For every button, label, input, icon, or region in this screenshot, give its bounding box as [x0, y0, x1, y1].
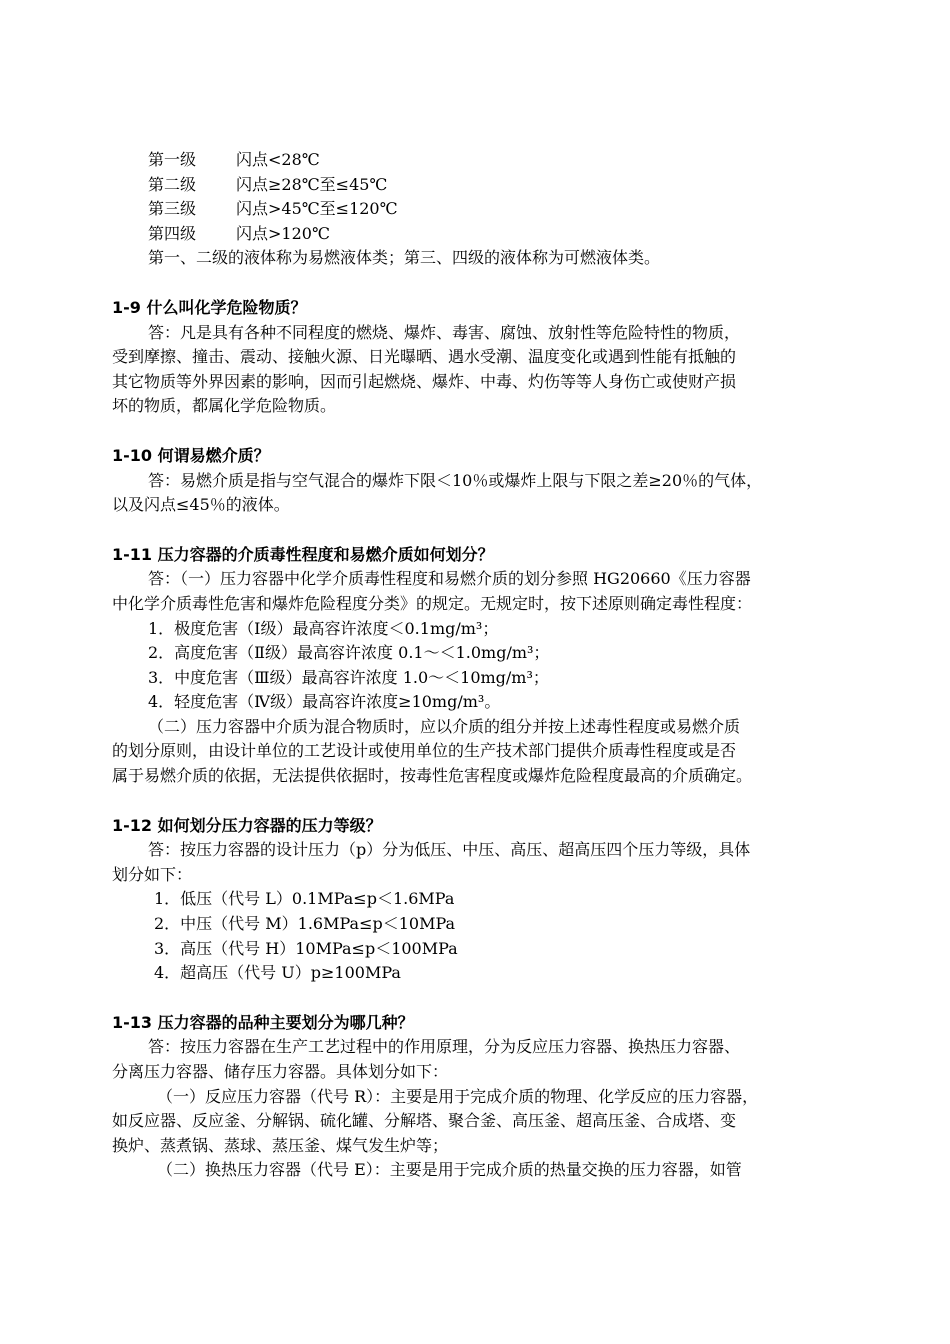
flash-summary: 第一、二级的液体称为易燃液体类；第三、四级的液体称为可燃液体类。 [148, 248, 661, 268]
answer-line: （二）压力容器中介质为混合物质时，应以介质的组分并按上述毒性程度或易燃介质 [148, 716, 741, 736]
pressure-item: 1．低压（代号 L）0.1MPa≤p＜1.6MPa [154, 889, 455, 909]
flash-point-levels [112, 148, 882, 271]
answer-line: 如反应器、反应釜、分解锅、硫化罐、分解塔、聚合釜、高压釜、超高压釜、合成塔、变 [112, 1111, 737, 1131]
answer-line: 属于易燃介质的依据，无法提供依据时，按毒性危害程度或爆炸危险程度最高的介质确定。 [112, 766, 753, 786]
toxicity-item: 3．中度危害（Ⅲ级）最高容许浓度 1.0～＜10mg/m³； [148, 667, 549, 687]
answer-line: 以及闪点≤45％的液体。 [112, 495, 290, 515]
answer-line: 中化学介质毒性危害和爆炸危险程度分类》的规定。无规定时，按下述原则确定毒性程度： [112, 593, 753, 613]
answer-line: 坏的物质，都属化学危险物质。 [112, 396, 337, 416]
section-heading: 1-11 压力容器的介质毒性程度和易燃介质如何划分？ [112, 544, 494, 564]
flash-level-row: 第三级 闪点>45℃至≤120℃ [148, 199, 398, 219]
toxicity-item: 4．轻度危害（Ⅳ级）最高容许浓度≥10mg/m³。 [148, 692, 501, 712]
flash-level-row: 第二级 闪点≥28℃至≤45℃ [148, 174, 388, 194]
answer-line: （一）反应压力容器（代号 R）：主要是用于完成介质的物理、化学反应的压力容器， [157, 1086, 759, 1106]
pressure-item: 3．高压（代号 H）10MPa≤p＜100MPa [154, 938, 458, 958]
flash-level-row: 第四级 闪点>120℃ [148, 223, 330, 243]
section-heading: 1-9 什么叫化学危险物质？ [112, 297, 307, 317]
section-1-13 [112, 1011, 882, 1183]
answer-line: 划分如下： [112, 864, 193, 884]
answer-line: 分离压力容器、储存压力容器。具体划分如下： [112, 1062, 449, 1081]
section-1-9 [112, 296, 882, 419]
flash-level-row: 第一级 闪点<28℃ [148, 150, 320, 169]
pressure-item: 4．超高压（代号 U）p≥100MPa [154, 963, 401, 983]
answer-line: 受到摩擦、撞击、震动、接触火源、日光曝晒、遇水受潮、温度变化或遇到性能有抵触的 [112, 347, 737, 367]
section-1-11 [112, 543, 882, 789]
answer-line: 其它物质等外界因素的影响，因而引起燃烧、爆炸、中毒、灼伤等等人身伤亡或使财产损 [112, 371, 737, 391]
section-heading: 1-10 何谓易燃介质？ [112, 445, 270, 465]
answer-line: 的划分原则，由设计单位的工艺设计或使用单位的生产技术部门提供介质毒性程度或是否 [112, 741, 737, 761]
section-1-12 [112, 814, 882, 986]
answer-line: （二）换热压力容器（代号 E）：主要是用于完成介质的热量交换的压力容器，如管 [157, 1160, 742, 1180]
answer-line: 答：按压力容器在生产工艺过程中的作用原理，分为反应压力容器、换热压力容器、 [148, 1037, 741, 1057]
section-heading: 1-12 如何划分压力容器的压力等级？ [112, 815, 382, 835]
document-page [112, 148, 882, 1183]
answer-line: 答：按压力容器的设计压力（p）分为低压、中压、高压、超高压四个压力等级，具体 [148, 840, 751, 860]
toxicity-item: 2．高度危害（Ⅱ级）最高容许浓度 0.1～＜1.0mg/m³； [148, 643, 550, 663]
answer-line: 答：（一）压力容器中化学介质毒性程度和易燃介质的划分参照 HG20660《压力容器 [148, 569, 751, 589]
toxicity-item: 1．极度危害（Ⅰ级）最高容许浓度＜0.1mg/m³； [148, 618, 499, 638]
pressure-item: 2．中压（代号 M）1.6MPa≤p＜10MPa [154, 914, 456, 934]
section-heading: 1-13 压力容器的品种主要划分为哪几种？ [112, 1012, 414, 1032]
answer-line: 换炉、蒸煮锅、蒸球、蒸压釜、煤气发生炉等； [112, 1135, 449, 1155]
answer-line: 答：易燃介质是指与空气混合的爆炸下限＜10％或爆炸上限与下限之差≥20％的气体， [148, 470, 763, 490]
section-1-10 [112, 444, 882, 518]
answer-line: 答：凡是具有各种不同程度的燃烧、爆炸、毒害、腐蚀、放射性等危险特性的物质， [148, 322, 741, 342]
